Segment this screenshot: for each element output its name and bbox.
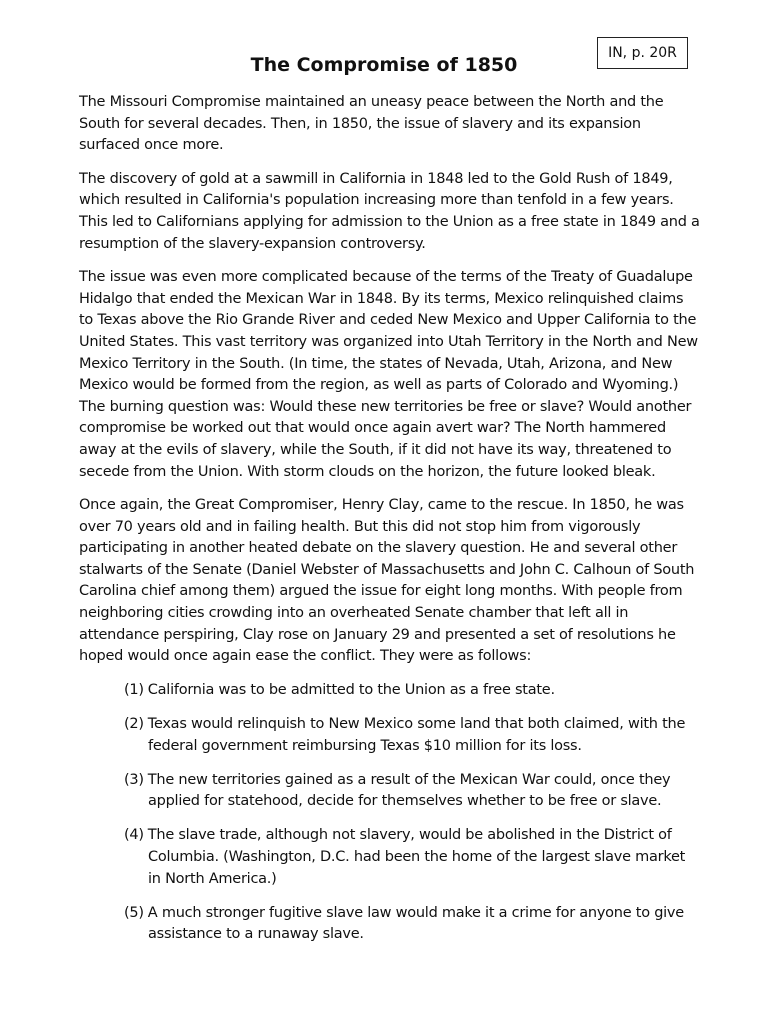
resolutions-list	[79, 680, 701, 946]
document-body	[79, 92, 701, 958]
resolution-text: The new territories gained as a result of the Mexican War could, once they applied for statehood, decide for themselves whether to be free or slave.	[147, 771, 671, 810]
resolution-item	[79, 770, 701, 813]
resolution-number: (1)	[124, 681, 144, 698]
paragraph-gold-rush: The discovery of gold at a sawmill in California in 1848 led to the Gold Rush of 1849, which resulted in California's population increasing more than tenfold in a few years. This led to Californians applying for admission to the Union as a free state in 1849 and a resumption of the slavery-expansion controversy.	[79, 170, 700, 252]
resolution-number: (3)	[124, 771, 144, 788]
resolution-item	[79, 903, 701, 946]
paragraph-henry-clay: Once again, the Great Compromiser, Henry Clay, came to the rescue. In 1850, he was over 70 years old and in failing health. But this did not stop him from vigorously participating in another heated debate on the slavery question. He and several other stalwarts of the Senate (Daniel Webster of Massachusetts and John C. Calhoun of South Carolina chief among them) argued the issue for eight long months. With people from neighboring cities crowding into an overheated Senate chamber that left all in attendance perspiring, Clay rose on January 29 and presented a set of resolutions he hoped would once again ease the conflict. They were as follows:	[79, 497, 695, 665]
resolution-text: The slave trade, although not slavery, would be abolished in the District of Columbia. (Washington, D.C. had been the home of the largest slave market in North America.)	[147, 827, 686, 887]
paragraph-intro: The Missouri Compromise maintained an uneasy peace between the North and the South for several decades. Then, in 1850, the issue of slavery and its expansion surfaced once more.	[79, 94, 664, 154]
page-title: The Compromise of 1850	[250, 54, 518, 76]
resolution-text: Texas would relinquish to New Mexico some land that both claimed, with the federal government reimbursing Texas $10 million for its loss.	[147, 715, 686, 754]
resolution-item	[79, 825, 701, 890]
resolution-text: California was to be admitted to the Union as a free state.	[147, 681, 555, 698]
resolution-item	[79, 680, 701, 702]
resolution-number: (2)	[124, 715, 144, 732]
resolution-text: A much stronger fugitive slave law would make it a crime for anyone to give assistance to a runaway slave.	[147, 904, 684, 943]
resolution-number: (4)	[124, 827, 144, 844]
resolution-number: (5)	[124, 904, 144, 921]
page-reference-box: IN, p. 20R	[597, 37, 688, 69]
paragraph-treaty: The issue was even more complicated because of the terms of the Treaty of Guadalupe Hidalgo that ended the Mexican War in 1848. By its terms, Mexico relinquished claims to Texas above the Rio Grande River and ceded New Mexico and Upper California to the United States. This vast territory was organized into Utah Territory in the North and New Mexico Territory in the South. (In time, the states of Nevada, Utah, Arizona, and New Mexico would be formed from the region, as well as parts of Colorado and Wyoming.) The burning question was: Would these new territories be free or slave? Would another compromise be worked out that would once again avert war? The North hammered away at the evils of slavery, while the South, if it did not have its way, threatened to secede from the Union. With storm clouds on the horizon, the future looked bleak.	[79, 269, 698, 480]
resolution-item	[79, 714, 701, 757]
